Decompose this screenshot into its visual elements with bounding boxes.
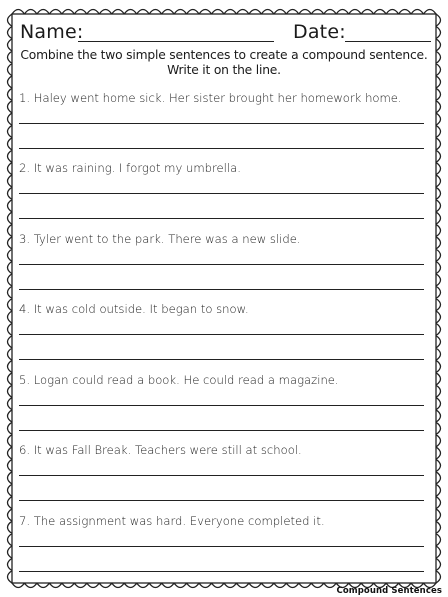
answer-line[interactable]	[19, 500, 424, 501]
answer-line[interactable]	[19, 264, 424, 265]
question-1-text: 1. Haley went home sick. Her sister brought her homework home.	[19, 91, 402, 105]
answer-line[interactable]	[19, 430, 424, 431]
answer-line[interactable]	[19, 123, 424, 124]
answer-line[interactable]	[19, 405, 424, 406]
question-5	[19, 373, 429, 387]
name-label: Name:	[20, 21, 84, 43]
question-6-text: 6. It was Fall Break. Teachers were still at school.	[19, 443, 302, 457]
answer-line[interactable]	[19, 546, 424, 547]
date-write-line[interactable]	[345, 41, 431, 42]
answer-line[interactable]	[19, 475, 424, 476]
question-4-text: 4. It was cold outside. It began to snow.	[19, 302, 249, 316]
answer-line[interactable]	[19, 218, 424, 219]
answer-line[interactable]	[19, 289, 424, 290]
question-2-text: 2. It was raining. I forgot my umbrella.	[19, 161, 241, 175]
answer-line[interactable]	[19, 148, 424, 149]
question-3	[19, 232, 429, 246]
answer-line[interactable]	[19, 359, 424, 360]
question-1	[19, 91, 429, 105]
name-write-line[interactable]	[78, 41, 274, 42]
instructions-line-1: Combine the two simple sentences to create a compound sentence.	[20, 48, 428, 62]
question-7-text: 7. The assignment was hard. Everyone completed it.	[19, 514, 325, 528]
question-7	[19, 514, 429, 528]
instructions-line-2: Write it on the line.	[167, 63, 281, 77]
answer-line[interactable]	[19, 334, 424, 335]
answer-line[interactable]	[19, 193, 424, 194]
question-3-text: 3. Tyler went to the park. There was a new slide.	[19, 232, 301, 246]
instructions	[14, 48, 434, 78]
question-6	[19, 443, 429, 457]
question-5-text: 5. Logan could read a book. He could read a magazine.	[19, 373, 339, 387]
question-4	[19, 302, 429, 316]
date-label: Date:	[293, 21, 346, 43]
answer-line[interactable]	[19, 571, 424, 572]
worksheet-header	[20, 20, 432, 50]
question-2	[19, 161, 429, 175]
footer-label: Compound Sentences	[336, 586, 442, 596]
